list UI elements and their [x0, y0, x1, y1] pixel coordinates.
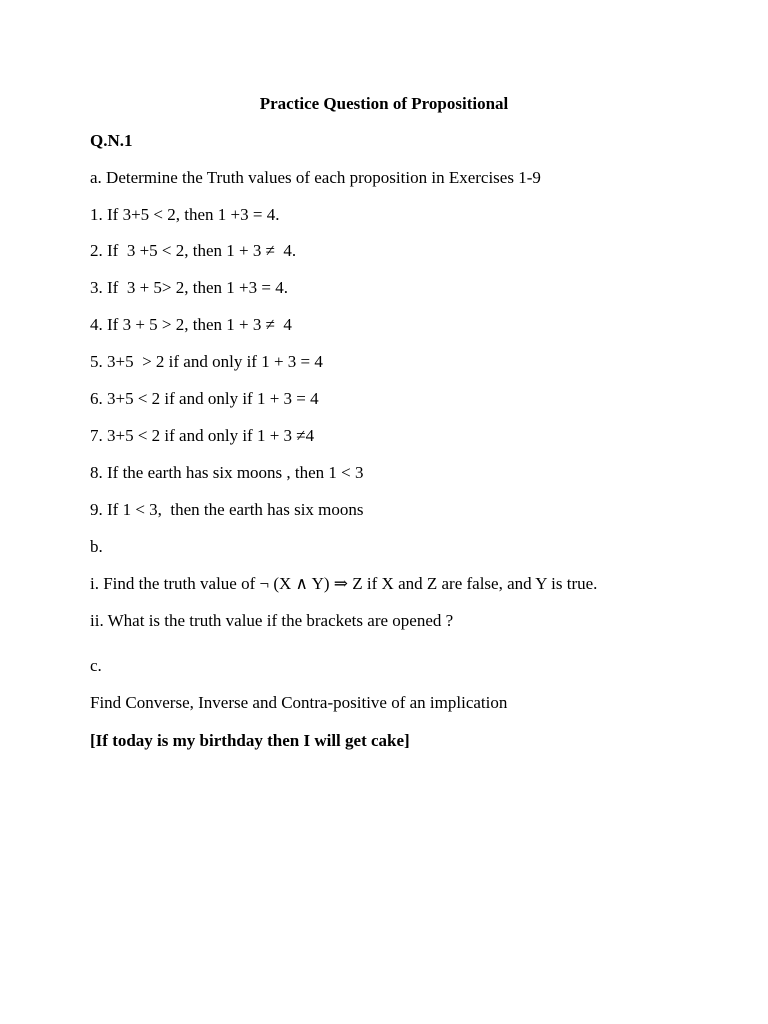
- part-a-item-7: 7. 3+5 < 2 if and only if 1 + 3 ≠4: [90, 426, 315, 445]
- question-number: Q.N.1: [90, 131, 133, 150]
- part-a-item-5: 5. 3+5 > 2 if and only if 1 + 3 = 4: [90, 352, 323, 371]
- part-a-item-2: 2. If 3 +5 < 2, then 1 + 3 ≠ 4.: [90, 241, 297, 260]
- part-a-item-8: 8. If the earth has six moons , then 1 < 3: [90, 463, 364, 482]
- part-a-item-6: 6. 3+5 < 2 if and only if 1 + 3 = 4: [90, 389, 319, 408]
- part-a-item-3: 3. If 3 + 5> 2, then 1 +3 = 4.: [90, 278, 288, 297]
- part-a-item-4: 4. If 3 + 5 > 2, then 1 + 3 ≠ 4: [90, 315, 292, 334]
- document-title: Practice Question of Propositional: [259, 94, 509, 113]
- part-a-heading: a. Determine the Truth values of each proposition in Exercises 1-9: [90, 168, 541, 187]
- part-a-item-9: 9. If 1 < 3, then the earth has six moons: [90, 500, 364, 519]
- part-b-heading: b.: [90, 537, 103, 556]
- part-c-heading: c.: [90, 656, 102, 675]
- part-b-item-1: i. Find the truth value of ¬ (X ∧ Y) ⇒ Z if X and Z are false, and Y is true.: [90, 574, 598, 593]
- part-b-item-2: ii. What is the truth value if the brackets are opened ?: [90, 611, 454, 630]
- part-c-statement: [If today is my birthday then I will get cake]: [90, 731, 410, 750]
- part-a-item-1: 1. If 3+5 < 2, then 1 +3 = 4.: [90, 205, 280, 224]
- part-c-instruction: Find Converse, Inverse and Contra-positive of an implication: [90, 693, 508, 712]
